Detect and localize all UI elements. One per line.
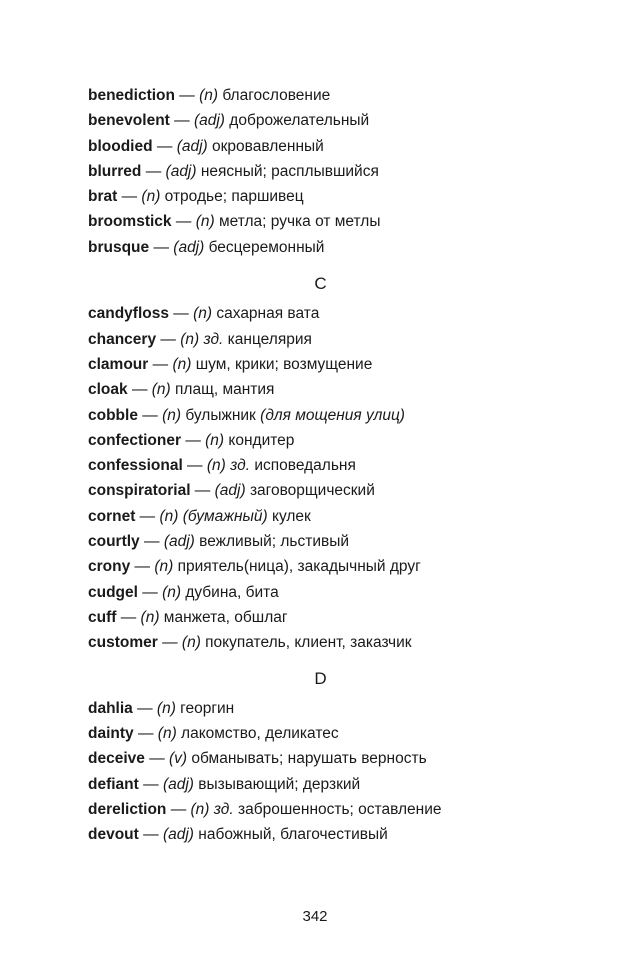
part-of-speech: (adj) [162,826,194,844]
translation: шум, крики; возмущение [191,355,373,373]
headword: crony [88,558,131,576]
dash: — [168,305,194,323]
headword: cornet [88,507,136,525]
translation: благословение [218,87,331,104]
glossary-entry [88,184,588,209]
glossary-entry [88,721,588,746]
usage-note: зд. [225,457,251,475]
part-of-speech: (v) [169,750,188,768]
translation: набожный, благочестивый [193,826,388,844]
part-of-speech: (adj) [176,137,208,155]
dash: — [138,775,163,793]
translation: заговорщический [245,482,375,500]
translation: плащ, мантия [170,381,275,399]
translation: покупатель, клиент, заказчик [200,634,412,652]
translation: отродье; паршивец [160,188,304,206]
headword: clamour [88,355,149,373]
part-of-speech: (adj) [173,238,205,256]
dash: — [190,482,215,500]
dash: — [174,87,200,104]
glossary-entry [88,696,588,721]
glossary-entry [88,301,588,326]
section-letter: C [314,274,327,294]
glossary-entry [88,134,588,159]
usage-note: зд. [199,330,224,348]
headword: benediction [88,87,175,104]
headword: candyfloss [88,305,169,323]
translation: манжета, обшлаг [159,608,288,626]
glossary-entry [88,159,588,184]
headword: conspiratorial [88,482,191,500]
headword: blurred [88,162,142,180]
headword: confectioner [88,431,182,449]
headword: defiant [88,775,139,793]
dash: — [156,330,181,348]
translation: метла; ручка от метлы [214,213,381,231]
translation: булыжник [181,406,261,424]
dash: — [132,699,157,717]
part-of-speech: (n) [141,188,161,206]
part-of-speech: (adj) [214,482,246,500]
headword: cloak [88,381,128,399]
dash: — [135,507,160,525]
translation: доброжелательный [224,112,370,130]
part-of-speech: (n) [154,558,174,576]
translation: лакомство, деликатес [176,725,339,743]
dash: — [133,725,158,743]
glossary-entry [88,83,588,108]
dash: — [166,801,191,819]
dash: — [138,826,163,844]
translation: дубина, бита [181,583,279,601]
headword: devout [88,826,139,844]
translation: канцелярия [223,330,312,348]
part-of-speech: (n) [159,507,179,525]
part-of-speech: (n) [157,725,177,743]
translation: заброшенность; оставление [233,801,442,819]
headword: dainty [88,725,134,743]
glossary-entry [88,453,588,478]
part-of-speech: (n) [162,406,182,424]
dash: — [139,533,164,551]
glossary-entry [88,478,588,503]
part-of-speech: (n) [181,634,201,652]
dash: — [182,457,207,475]
headword: courtly [88,533,140,551]
dash: — [127,381,152,399]
glossary-entry [88,108,588,133]
dash: — [169,112,194,130]
part-of-speech: (n) [140,608,160,626]
glossary-entry [88,797,588,822]
translation: сахарная вата [212,305,320,323]
glossary-entry [88,352,588,377]
glossary-entry [88,209,588,234]
part-of-speech: (adj) [165,162,197,180]
glossary-entry [88,822,588,847]
usage-note: (бумажный) [178,507,268,525]
dash: — [137,583,163,601]
part-of-speech: (n) [190,801,210,819]
part-of-speech: (adj) [163,533,195,551]
headword: benevolent [88,112,170,130]
dash: — [130,558,155,576]
headword: customer [88,634,158,652]
glossary-entry [88,529,588,554]
part-of-speech: (n) [156,699,176,717]
dash: — [141,162,166,180]
dash: — [116,608,141,626]
headword: deceive [88,750,145,768]
dash: — [181,431,206,449]
translation: георгин [175,699,235,717]
glossary-entry [88,772,588,797]
translation: бесцеремонный [204,238,325,256]
headword: broomstick [88,213,172,231]
headword: confessional [88,457,183,475]
glossary-entry [88,630,588,655]
dash: — [171,213,196,231]
translation: вызывающий; дерзкий [193,775,361,793]
glossary-entry [88,746,588,771]
part-of-speech: (adj) [162,775,194,793]
translation: неясный; расплывшийся [196,162,379,180]
glossary-entry [88,428,588,453]
glossary-entry [88,605,588,630]
headword: dahlia [88,699,133,717]
dash: — [144,750,170,768]
dash: — [117,188,142,206]
dash: — [148,355,173,373]
translation: вежливый; льстивый [194,533,350,551]
headword: cuff [88,608,117,626]
headword: chancery [88,330,157,348]
usage-note: (для мощения улиц) [260,406,405,424]
headword: cobble [88,406,138,424]
headword: brat [88,188,118,206]
glossary-entry [88,580,588,605]
headword: brusque [88,238,150,256]
glossary-entry [88,377,588,402]
dash: — [149,238,174,256]
part-of-speech: (n) [205,431,225,449]
translation: окровавленный [207,137,324,155]
translation: обманывать; нарушать верность [187,750,427,768]
part-of-speech: (n) [151,381,171,399]
dash: — [157,634,182,652]
usage-note: зд. [209,801,234,819]
part-of-speech: (adj) [193,112,225,130]
headword: dereliction [88,801,167,819]
glossary-entry [88,327,588,352]
glossary-entry [88,554,588,579]
part-of-speech: (n) [172,355,192,373]
translation: исповедальня [250,457,356,475]
headword: cudgel [88,583,138,601]
glossary-entry [88,403,588,428]
part-of-speech: (n) [162,583,182,601]
glossary-page [88,83,588,848]
part-of-speech: (n) [199,87,219,104]
translation: кулек [267,507,311,525]
glossary-entry [88,504,588,529]
dash: — [137,406,163,424]
part-of-speech: (n) [206,457,226,475]
translation: приятель(ница), закадычный друг [173,558,421,576]
part-of-speech: (n) [193,305,213,323]
headword: bloodied [88,137,153,155]
dash: — [152,137,177,155]
part-of-speech: (n) [195,213,215,231]
glossary-entry [88,235,588,260]
translation: кондитер [224,431,295,449]
page-number: 342 [302,908,328,925]
part-of-speech: (n) [180,330,200,348]
section-letter: D [314,668,327,688]
